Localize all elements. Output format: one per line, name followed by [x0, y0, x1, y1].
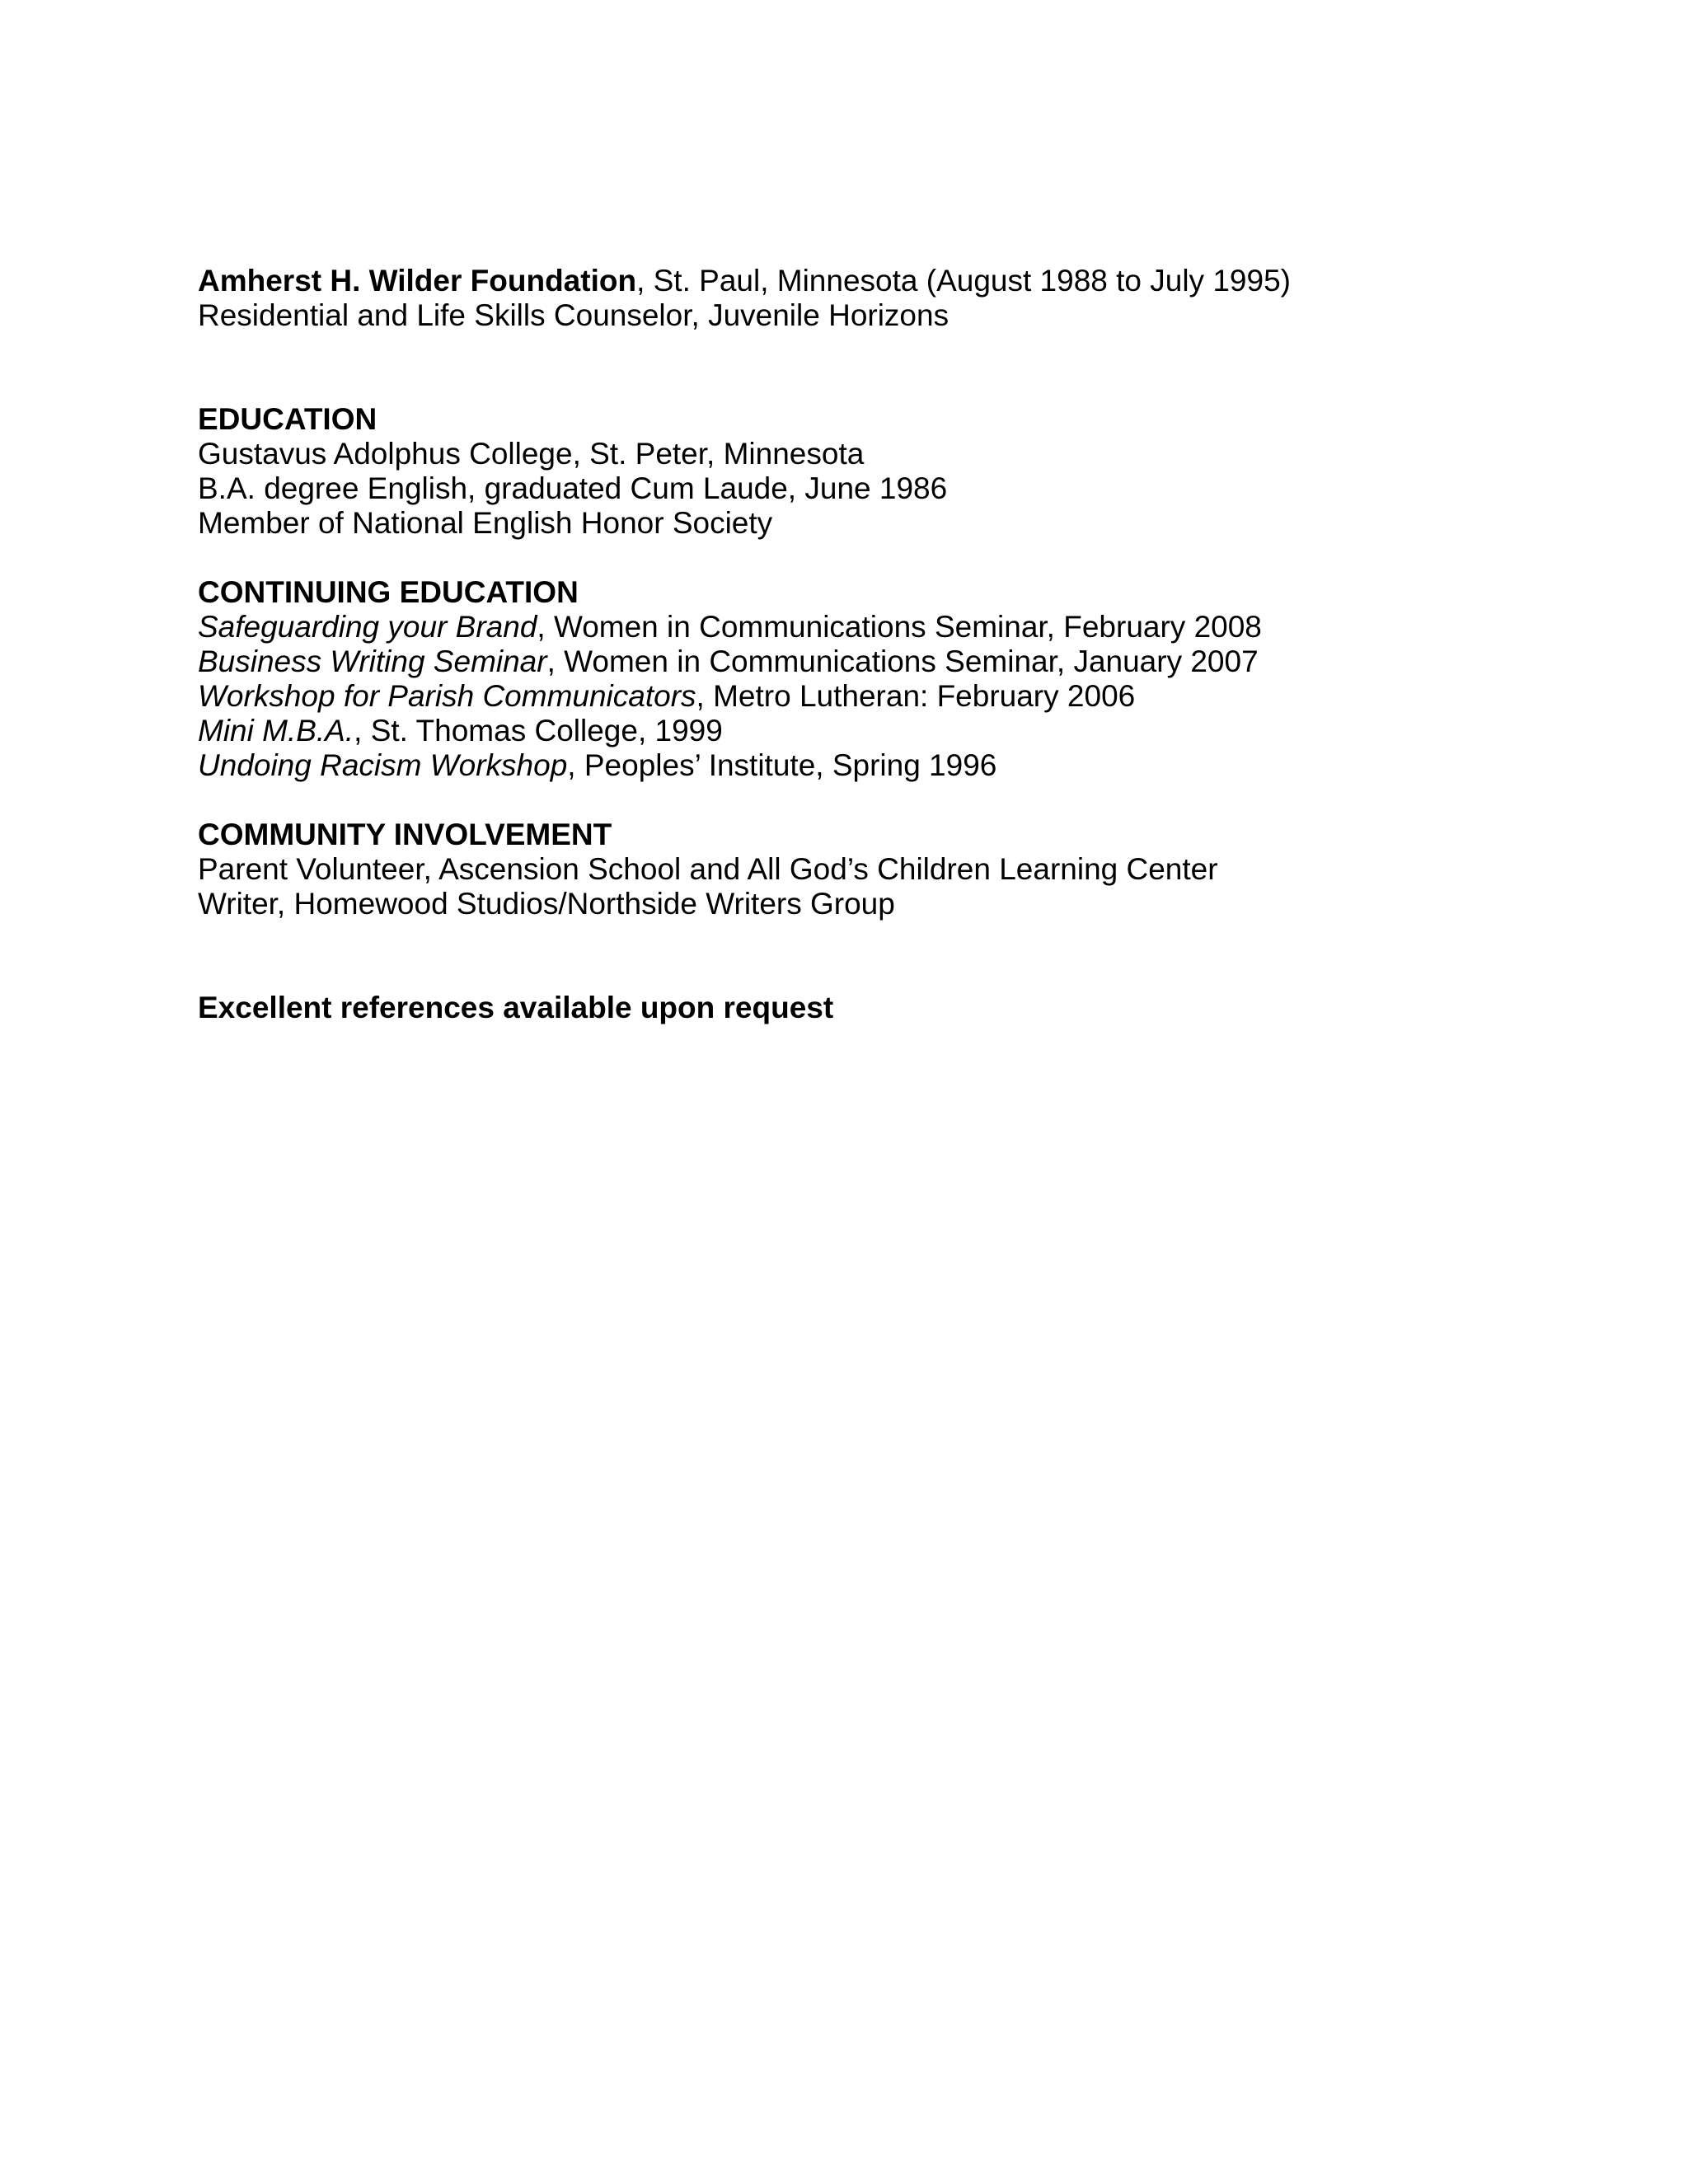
employment-heading-line	[198, 264, 1550, 298]
continuing-education-heading: CONTINUING EDUCATION	[198, 575, 579, 609]
spacer	[198, 541, 1550, 575]
employer-name: Amherst H. Wilder Foundation	[198, 264, 637, 298]
course-title: Undoing Racism Workshop	[198, 748, 568, 782]
course-title: Safeguarding your Brand	[198, 610, 537, 644]
course-details: , Metro Lutheran: February 2006	[696, 679, 1136, 713]
continuing-education-item	[198, 610, 1550, 644]
continuing-education-item	[198, 748, 1550, 783]
course-details: , Women in Communications Seminar, February 2008	[537, 610, 1262, 644]
course-details: , Women in Communications Seminar, January 2007	[546, 644, 1259, 678]
community-heading: COMMUNITY INVOLVEMENT	[198, 818, 612, 851]
employer-details: , St. Paul, Minnesota (August 1988 to July 1995)	[636, 264, 1291, 298]
spacer	[198, 921, 1550, 991]
continuing-education-item	[198, 714, 1550, 748]
continuing-education-item	[198, 679, 1550, 714]
education-line: B.A. degree English, graduated Cum Laude, June 1986	[198, 471, 948, 505]
course-details: , Peoples’ Institute, Spring 1996	[567, 748, 997, 782]
spacer	[198, 333, 1550, 402]
course-title: Business Writing Seminar	[198, 644, 547, 678]
course-details: , St. Thomas College, 1999	[354, 714, 723, 748]
references-note: Excellent references available upon request	[198, 991, 834, 1024]
employment-role: Residential and Life Skills Counselor, Juvenile Horizons	[198, 298, 950, 332]
spacer	[198, 783, 1550, 818]
education-line: Member of National English Honor Society	[198, 506, 773, 540]
continuing-education-item	[198, 644, 1550, 679]
education-heading: EDUCATION	[198, 402, 377, 436]
course-title: Workshop for Parish Communicators	[198, 679, 696, 713]
education-line: Gustavus Adolphus College, St. Peter, Minnesota	[198, 437, 865, 471]
community-line: Writer, Homewood Studios/Northside Writers Group	[198, 887, 895, 921]
course-title: Mini M.B.A.	[198, 714, 354, 748]
resume-content	[198, 264, 1550, 1025]
community-line: Parent Volunteer, Ascension School and All God’s Children Learning Center	[198, 852, 1218, 886]
